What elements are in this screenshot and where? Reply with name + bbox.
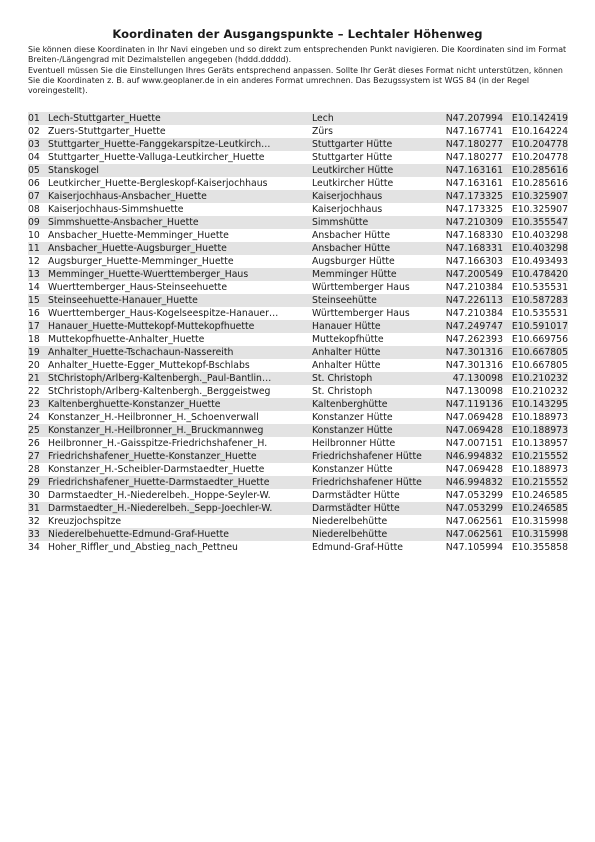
start-point: Augsburger Hütte [312, 256, 395, 267]
table-row [28, 346, 568, 359]
longitude: E10.587283 [506, 294, 568, 307]
longitude: E10.325907 [506, 190, 568, 203]
route-name: Hoher_Riffler_und_Abstieg_nach_Pettneu [48, 542, 238, 553]
table-row [28, 502, 568, 515]
longitude: E10.315998 [506, 528, 568, 541]
start-point: Kaiserjochhaus [312, 190, 440, 203]
route-name: Kaltenberghuette-Konstanzer_Huette [48, 398, 312, 411]
latitude: N47.062561 [440, 528, 506, 541]
table-row [28, 138, 568, 151]
route-name: Wuerttemberger_Haus-Kogelseespitze-Hanauer… [48, 308, 279, 319]
start-point: Konstanzer Hütte [312, 424, 440, 437]
longitude: E10.142419 [506, 112, 568, 125]
latitude: N47.210384 [445, 282, 503, 293]
latitude: N46.994832 [440, 476, 506, 489]
start-point: Steinseehütte [312, 294, 440, 307]
row-number: 05 [28, 164, 48, 177]
longitude: E10.188973 [511, 464, 568, 475]
start-point: Kaltenberghütte [312, 398, 440, 411]
route-name: Stuttgarter_Huette-Fanggekarspitze-Leutkirch… [48, 138, 312, 151]
row-number: 22 [28, 386, 40, 397]
start-point: Anhalter Hütte [312, 346, 440, 359]
row-number: 15 [28, 294, 48, 307]
longitude: E10.535531 [511, 308, 568, 319]
longitude: E10.188973 [511, 412, 568, 423]
route-name: Konstanzer_H.-Scheibler-Darmstaedter_Huette [48, 464, 265, 475]
coordinates-table [28, 112, 568, 554]
start-point: Darmstädter Hütte [312, 502, 440, 515]
latitude: N47.062561 [445, 516, 503, 527]
row-number: 19 [28, 346, 48, 359]
latitude: N47.053299 [440, 502, 506, 515]
route-name: Kaiserjochhaus-Ansbacher_Huette [48, 190, 312, 203]
latitude: N47.301316 [440, 346, 506, 359]
table-row [28, 515, 568, 528]
route-name: Anhalter_Huette-Tschachaun-Nassereith [48, 346, 312, 359]
start-point: Friedrichshafener Hütte [312, 450, 440, 463]
row-number: 06 [28, 178, 40, 189]
longitude: E10.285616 [506, 164, 568, 177]
row-number: 11 [28, 242, 48, 255]
latitude: N47.301316 [445, 360, 503, 371]
latitude: N47.207994 [440, 112, 506, 125]
route-name: Darmstaedter_H.-Niederelbeh._Sepp-Joechler-W. [48, 502, 312, 515]
table-row [28, 489, 568, 502]
start-point: St. Christoph [312, 386, 373, 397]
longitude: E10.215552 [506, 476, 568, 489]
latitude: N47.173325 [440, 190, 506, 203]
route-name: Wuerttemberger_Haus-Steinseehuette [48, 282, 228, 293]
start-point: Leutkircher Hütte [312, 164, 440, 177]
longitude: E10.188973 [506, 424, 568, 437]
row-number: 29 [28, 476, 48, 489]
longitude: E10.143295 [506, 398, 568, 411]
latitude: N47.249747 [440, 320, 506, 333]
start-point: Konstanzer Hütte [312, 412, 393, 423]
row-number: 13 [28, 268, 48, 281]
longitude: E10.246585 [511, 490, 568, 501]
table-row [28, 294, 568, 307]
page-title: Koordinaten der Ausgangspunkte – Lechtaler Höhenweg [112, 27, 483, 41]
table-row [28, 528, 568, 541]
longitude: E10.215552 [506, 450, 568, 463]
longitude: E10.355547 [506, 216, 568, 229]
latitude: 47.130098 [440, 372, 506, 385]
start-point: Anhalter Hütte [312, 360, 381, 371]
latitude: N47.210384 [445, 308, 503, 319]
table-row [28, 385, 568, 398]
route-name: Memminger_Huette-Wuerttemberger_Haus [48, 268, 312, 281]
latitude: N47.167741 [445, 126, 503, 137]
route-name: Kaiserjochhaus-Simmshuette [48, 204, 184, 215]
row-number: 25 [28, 424, 48, 437]
latitude: N47.069428 [445, 464, 503, 475]
row-number: 12 [28, 256, 40, 267]
latitude: N46.994832 [440, 450, 506, 463]
longitude: E10.164224 [511, 126, 568, 137]
table-row [28, 190, 568, 203]
latitude: N47.105994 [445, 542, 503, 553]
table-row [28, 372, 568, 385]
row-number: 28 [28, 464, 40, 475]
longitude: E10.204778 [511, 152, 568, 163]
table-row [28, 437, 568, 450]
route-name: Ansbacher_Huette-Memminger_Huette [48, 230, 229, 241]
latitude: N47.166303 [445, 256, 503, 267]
row-number: 33 [28, 528, 48, 541]
table-row [28, 164, 568, 177]
longitude: E10.493493 [511, 256, 568, 267]
table-row [28, 203, 568, 216]
row-number: 09 [28, 216, 48, 229]
table-row [28, 359, 568, 372]
longitude: E10.667805 [511, 360, 568, 371]
table-row [28, 216, 568, 229]
start-point: Leutkircher Hütte [312, 178, 394, 189]
table-row [28, 242, 568, 255]
route-name: Heilbronner_H.-Gaisspitze-Friedrichshafener_H. [48, 438, 268, 449]
start-point: Stuttgarter Hütte [312, 152, 393, 163]
latitude: N47.180277 [445, 152, 503, 163]
row-number: 04 [28, 152, 40, 163]
table-row [28, 450, 568, 463]
latitude: N47.262393 [445, 334, 503, 345]
latitude: N47.007151 [445, 438, 503, 449]
table-row [28, 112, 568, 125]
longitude: E10.355858 [511, 542, 568, 553]
route-name: Darmstaedter_H.-Niederelbeh._Hoppe-Seyler-W. [48, 490, 271, 501]
route-name: Konstanzer_H.-Heilbronner_H._Schoenverwall [48, 412, 259, 423]
row-number: 34 [28, 542, 40, 553]
row-number: 17 [28, 320, 48, 333]
latitude: N47.130098 [445, 386, 503, 397]
row-number: 32 [28, 516, 40, 527]
longitude: E10.403298 [511, 230, 568, 241]
row-number: 02 [28, 126, 40, 137]
start-point: Zürs [312, 126, 333, 137]
table-row [28, 229, 568, 242]
start-point: Niederelbehütte [312, 516, 388, 527]
table-row [28, 255, 568, 268]
row-number: 16 [28, 308, 40, 319]
row-number: 03 [28, 138, 48, 151]
start-point: Kaiserjochhaus [312, 204, 383, 215]
row-number: 20 [28, 360, 40, 371]
latitude: N47.210309 [440, 216, 506, 229]
start-point: St. Christoph [312, 372, 440, 385]
start-point: Hanauer Hütte [312, 320, 440, 333]
latitude: N47.173325 [445, 204, 503, 215]
route-name: Steinseehuette-Hanauer_Huette [48, 294, 312, 307]
longitude: E10.138957 [511, 438, 568, 449]
row-number: 07 [28, 190, 48, 203]
route-name: Zuers-Stuttgarter_Huette [48, 126, 166, 137]
latitude: N47.053299 [445, 490, 503, 501]
start-point: Ansbacher Hütte [312, 242, 440, 255]
table-row [28, 476, 568, 489]
table-row [28, 307, 568, 320]
route-name: Kreuzjochspitze [48, 516, 122, 527]
latitude: N47.163161 [440, 164, 506, 177]
longitude: E10.210232 [511, 386, 568, 397]
longitude: E10.591017 [506, 320, 568, 333]
coordinates-table-body [28, 112, 568, 554]
latitude: N47.200549 [440, 268, 506, 281]
route-name: Anhalter_Huette-Egger_Muttekopf-Bschlabs [48, 360, 250, 371]
latitude: N47.226113 [440, 294, 506, 307]
table-row [28, 268, 568, 281]
row-number: 23 [28, 398, 48, 411]
longitude: E10.669756 [511, 334, 568, 345]
start-point: Friedrichshafener Hütte [312, 476, 440, 489]
table-row [28, 424, 568, 437]
route-name: Stuttgarter_Huette-Valluga-Leutkircher_Huette [48, 152, 265, 163]
table-row [28, 411, 568, 424]
latitude: N47.180277 [440, 138, 506, 151]
table-row [28, 398, 568, 411]
table-row [28, 125, 568, 138]
start-point: Edmund-Graf-Hütte [312, 542, 403, 553]
row-number: 01 [28, 112, 48, 125]
table-row [28, 463, 568, 476]
route-name: Augsburger_Huette-Memminger_Huette [48, 256, 234, 267]
longitude: E10.667805 [506, 346, 568, 359]
start-point: Simmshütte [312, 216, 440, 229]
row-number: 26 [28, 438, 40, 449]
longitude: E10.403298 [506, 242, 568, 255]
table-row [28, 151, 568, 164]
route-name: Friedrichshafener_Huette-Konstanzer_Huette [48, 450, 312, 463]
route-name: Konstanzer_H.-Heilbronner_H._Bruckmannweg [48, 424, 312, 437]
latitude: N47.168331 [440, 242, 506, 255]
start-point: Ansbacher Hütte [312, 230, 391, 241]
longitude: E10.246585 [506, 502, 568, 515]
start-point: Niederelbehütte [312, 528, 440, 541]
route-name: Niederelbehuette-Edmund-Graf-Huette [48, 528, 312, 541]
route-name: Stanskogel [48, 164, 312, 177]
route-name: Muttekopfhuette-Anhalter_Huette [48, 334, 205, 345]
row-number: 08 [28, 204, 40, 215]
longitude: E10.315998 [511, 516, 568, 527]
start-point: Lech [312, 112, 440, 125]
latitude: N47.069428 [440, 424, 506, 437]
start-point: Konstanzer Hütte [312, 464, 393, 475]
row-number: 30 [28, 490, 40, 501]
table-row [28, 541, 568, 554]
table-row [28, 177, 568, 190]
table-row [28, 281, 568, 294]
row-number: 31 [28, 502, 48, 515]
row-number: 14 [28, 282, 40, 293]
longitude: E10.535531 [511, 282, 568, 293]
row-number: 18 [28, 334, 40, 345]
route-name: Ansbacher_Huette-Augsburger_Huette [48, 242, 312, 255]
start-point: Muttekopfhütte [312, 334, 384, 345]
row-number: 10 [28, 230, 40, 241]
latitude: N47.119136 [440, 398, 506, 411]
latitude: N47.163161 [445, 178, 503, 189]
route-name: StChristoph/Arlberg-Kaltenbergh._Berggeistweg [48, 386, 271, 397]
route-name: Friedrichshafener_Huette-Darmstaedter_Huette [48, 476, 312, 489]
row-number: 24 [28, 412, 40, 423]
longitude: E10.210232 [506, 372, 568, 385]
intro-paragraph-2: Eventuell müssen Sie die Einstellungen Ihres Geräts entsprechend anpassen. Sollte Ihr Gerät dieses Format nicht unterstützen, können Sie die Koordinaten z. B. auf www.geoplaner.de in ein anderes Format umrechnen. Das Bezugssystem ist WGS 84 (in der Regel voreingestellt). [28, 65, 563, 96]
longitude: E10.478420 [506, 268, 568, 281]
latitude: N47.168330 [445, 230, 503, 241]
start-point: Stuttgarter Hütte [312, 138, 440, 151]
latitude: N47.069428 [445, 412, 503, 423]
route-name: Leutkircher_Huette-Bergleskopf-Kaiserjochhaus [48, 178, 268, 189]
route-name: Simmshuette-Ansbacher_Huette [48, 216, 312, 229]
longitude: E10.325907 [511, 204, 568, 215]
table-row [28, 333, 568, 346]
intro-paragraph-1: Sie können diese Koordinaten in Ihr Navi eingeben und so direkt zum entsprechenden Punkt navigieren. Die Koordinaten sind im Format Breiten-/Längengrad mit Dezimalstellen angegeben (hddd.ddddd). [28, 45, 567, 65]
start-point: Heilbronner Hütte [312, 438, 396, 449]
row-number: 27 [28, 450, 48, 463]
intro-text [28, 45, 568, 96]
start-point: Darmstädter Hütte [312, 490, 400, 501]
start-point: Württemberger Haus [312, 308, 410, 319]
start-point: Memminger Hütte [312, 268, 440, 281]
route-name: Lech-Stuttgarter_Huette [48, 112, 312, 125]
route-name: StChristoph/Arlberg-Kaltenbergh._Paul-Bantlin… [48, 372, 312, 385]
route-name: Hanauer_Huette-Muttekopf-Muttekopfhuette [48, 320, 312, 333]
longitude: E10.285616 [511, 178, 568, 189]
table-row [28, 320, 568, 333]
row-number: 21 [28, 372, 48, 385]
start-point: Württemberger Haus [312, 282, 410, 293]
longitude: E10.204778 [506, 138, 568, 151]
